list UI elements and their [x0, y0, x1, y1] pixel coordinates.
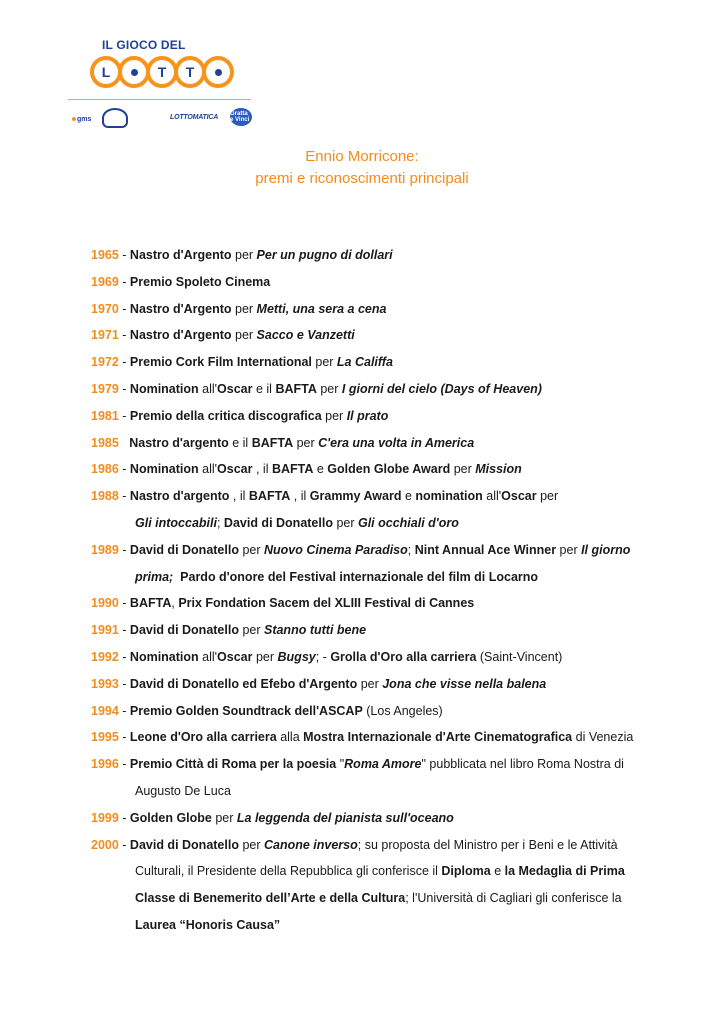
- lotto-logo: [90, 38, 240, 88]
- award-text: per: [556, 542, 582, 557]
- award-year: 1979: [91, 381, 119, 396]
- award-line: [91, 912, 671, 939]
- award-line: [91, 617, 671, 644]
- award-line: [91, 885, 671, 912]
- award-text: -: [118, 810, 130, 825]
- award-text: Nastro d'argento: [129, 489, 230, 504]
- award-line: [91, 403, 671, 430]
- award-text: per: [238, 542, 264, 557]
- award-line: [91, 483, 671, 510]
- award-year: 1993: [91, 676, 119, 691]
- award-text: -: [118, 489, 130, 504]
- award-year: 1996: [91, 757, 119, 772]
- sponsor-logos: [70, 106, 260, 132]
- award-text: Classe di Benemerito dell’Arte e della Cultura: [135, 891, 406, 906]
- award-year: 1986: [91, 462, 119, 477]
- award-text: , il: [290, 489, 310, 504]
- award-line: [91, 858, 671, 885]
- award-line: [91, 724, 671, 751]
- award-text: e: [313, 462, 328, 477]
- award-line: [91, 698, 671, 725]
- award-text: La leggenda del pianista sull'oceano: [236, 810, 454, 825]
- award-year: 1994: [91, 703, 119, 718]
- award-line: [91, 296, 671, 323]
- award-text: Nastro d'argento: [129, 435, 229, 450]
- award-text: ,: [171, 596, 179, 611]
- award-year: 1999: [91, 810, 119, 825]
- award-text: per: [238, 837, 264, 852]
- award-text: Jona che visse nella balena: [382, 676, 547, 691]
- award-text: -: [118, 355, 130, 370]
- award-text: Nastro d'Argento: [129, 248, 232, 262]
- award-text: Mission: [475, 462, 522, 477]
- award-text: , il: [252, 462, 272, 477]
- page-title: [0, 146, 724, 190]
- award-text: Bugsy: [277, 649, 316, 664]
- award-text: BAFTA: [248, 489, 291, 504]
- award-text: e il: [228, 435, 252, 450]
- shield-logo-icon: [102, 108, 128, 128]
- award-text: -: [118, 408, 130, 423]
- award-text: per: [252, 649, 278, 664]
- award-line: [91, 564, 671, 591]
- award-text: Premio della critica discografica: [129, 408, 322, 423]
- award-line: [91, 671, 671, 698]
- award-text: Nint Annual Ace Winner: [414, 542, 557, 557]
- logo-dot-icon: [202, 56, 234, 88]
- award-text: per: [536, 489, 559, 504]
- award-text: Oscar: [501, 489, 537, 504]
- award-line: [91, 349, 671, 376]
- award-year: 1989: [91, 542, 119, 557]
- award-text: Premio Città di Roma per la poesia: [129, 757, 337, 772]
- award-text: La Califfa: [336, 355, 393, 370]
- award-text: per: [293, 435, 319, 450]
- award-line: [91, 590, 671, 617]
- award-text: per: [231, 248, 257, 262]
- award-text: -: [118, 328, 130, 343]
- award-text: I giorni del cielo (Days of Heaven): [341, 381, 542, 396]
- award-text: per: [231, 301, 257, 316]
- award-text: all': [198, 462, 218, 477]
- lottomatica-logo: LOTTOMATICA: [170, 114, 219, 121]
- award-text: Nuovo Cinema Paradiso: [263, 542, 408, 557]
- award-text: per: [450, 462, 476, 477]
- award-text: (Los Angeles): [362, 703, 443, 718]
- award-text: e: [401, 489, 416, 504]
- award-text: Oscar: [217, 462, 253, 477]
- award-line: [91, 430, 671, 457]
- award-line: [91, 805, 671, 832]
- award-text: Nomination: [129, 462, 199, 477]
- award-line: [91, 376, 671, 403]
- award-text: all': [198, 649, 218, 664]
- award-text: prima;: [135, 569, 174, 584]
- award-text: Stanno tutti bene: [263, 623, 367, 638]
- award-text: Premio Golden Soundtrack dell'ASCAP: [129, 703, 363, 718]
- award-text: la Medaglia di Prima: [504, 864, 625, 879]
- award-text: per: [231, 328, 257, 343]
- award-year: 1970: [91, 301, 119, 316]
- award-text: Mostra Internazionale d'Arte Cinematografica: [303, 730, 573, 745]
- award-text: ; l'Università di Cagliari gli conferisce la: [405, 891, 622, 906]
- award-text: Premio Spoleto Cinema: [129, 274, 271, 289]
- award-text: -: [118, 248, 130, 262]
- award-text: Nastro d'Argento: [129, 301, 232, 316]
- award-text: ;: [407, 542, 415, 557]
- award-line: [91, 269, 671, 296]
- award-year: 1990: [91, 596, 119, 611]
- award-text: David di Donatello: [129, 623, 239, 638]
- award-text: David di Donatello: [223, 515, 333, 530]
- award-text: nomination: [415, 489, 483, 504]
- award-text: -: [118, 703, 130, 718]
- title-line-2: premi e riconoscimenti principali: [255, 170, 469, 187]
- award-text: -: [118, 623, 130, 638]
- logo-letter-t: T: [146, 56, 178, 88]
- award-text: , il: [229, 489, 249, 504]
- award-text: -: [118, 542, 130, 557]
- award-text: all': [198, 381, 218, 396]
- award-text: per: [321, 408, 347, 423]
- award-text: Augusto De Luca: [135, 783, 231, 798]
- award-text: -: [118, 274, 130, 289]
- award-text: Roma Amore: [344, 757, 422, 772]
- award-line: [91, 751, 671, 778]
- award-text: e: [490, 864, 505, 879]
- award-text: -: [118, 676, 130, 691]
- award-text: " pubblicata nel libro Roma Nostra di: [421, 757, 624, 772]
- award-text: per: [238, 623, 264, 638]
- award-text: Per un pugno di dollari: [256, 248, 393, 262]
- award-text: Oscar: [217, 381, 253, 396]
- award-text: BAFTA: [275, 381, 317, 396]
- award-year: 1988: [91, 489, 119, 504]
- award-text: BAFTA: [271, 462, 314, 477]
- award-text: Diploma: [441, 864, 491, 879]
- award-text: Golden Globe: [129, 810, 212, 825]
- award-line: [91, 510, 671, 537]
- award-text: -: [118, 730, 130, 745]
- award-line: [91, 832, 671, 859]
- gms-logo: gms: [72, 116, 91, 123]
- award-text: ;: [216, 515, 224, 530]
- award-text: David di Donatello: [129, 837, 239, 852]
- award-text: BAFTA: [251, 435, 294, 450]
- award-text: -: [118, 837, 130, 852]
- award-text: per: [357, 676, 383, 691]
- award-text: Grolla d'Oro alla carriera: [330, 649, 477, 664]
- logo-title: IL GIOCO DEL: [102, 38, 186, 52]
- award-text: di Venezia: [572, 730, 634, 745]
- award-line: [91, 644, 671, 671]
- award-text: Nastro d'Argento: [129, 328, 232, 343]
- award-text: Gli intoccabili: [135, 515, 217, 530]
- award-text: e il: [252, 381, 276, 396]
- award-text: Leone d'Oro alla carriera: [129, 730, 277, 745]
- award-text: Prix Fondation Sacem del XLIII Festival di Cannes: [178, 596, 475, 611]
- award-text: Pardo d'onore del Festival internazionale del film di Locarno: [180, 569, 539, 584]
- award-text: -: [118, 462, 130, 477]
- logo-letter-l: L: [90, 56, 122, 88]
- title-line-1: Ennio Morricone:: [305, 148, 419, 165]
- logo-letter-t: T: [174, 56, 206, 88]
- award-text: per: [311, 355, 337, 370]
- award-text: per: [211, 810, 237, 825]
- award-text: David di Donatello: [129, 542, 239, 557]
- award-text: -: [118, 757, 130, 772]
- award-line: [91, 322, 671, 349]
- award-text: ": [336, 757, 345, 772]
- award-text: Premio Cork Film International: [129, 355, 312, 370]
- award-line: [91, 456, 671, 483]
- gratta-e-vinci-logo: Gratta e Vinci: [230, 108, 252, 126]
- award-year: 1971: [91, 328, 119, 343]
- award-text: Il prato: [346, 408, 389, 423]
- award-text: BAFTA: [129, 596, 172, 611]
- award-text: Nomination: [129, 649, 199, 664]
- award-text: -: [118, 596, 130, 611]
- award-text: Sacco e Vanzetti: [256, 328, 355, 343]
- award-text: -: [118, 649, 130, 664]
- award-year: 2000: [91, 837, 119, 852]
- award-text: Nomination: [129, 381, 199, 396]
- award-line: [91, 778, 671, 805]
- award-text: Laurea “Honoris Causa”: [135, 917, 281, 932]
- award-text: Grammy Award: [309, 489, 402, 504]
- award-text: C'era una volta in America: [318, 435, 475, 450]
- award-year: 1981: [91, 408, 119, 423]
- award-text: ; su proposta del Ministro per i Beni e le Attività: [357, 837, 618, 852]
- award-year: 1969: [91, 274, 119, 289]
- award-text: ; -: [315, 649, 331, 664]
- award-text: per: [332, 515, 358, 530]
- award-text: (Saint-Vincent): [476, 649, 563, 664]
- award-text: Metti, una sera a cena: [256, 301, 387, 316]
- award-text: -: [118, 381, 130, 396]
- award-text: [119, 436, 129, 450]
- award-text: -: [118, 301, 130, 316]
- logo-divider: [68, 99, 251, 100]
- award-text: Culturali, il Presidente della Repubblica gli conferisce il: [135, 864, 442, 879]
- awards-list: [91, 242, 671, 939]
- award-text: Il giorno: [581, 542, 631, 557]
- award-text: David di Donatello ed Efebo d'Argento: [129, 676, 358, 691]
- award-text: all': [482, 489, 502, 504]
- logo-word: [90, 56, 240, 88]
- award-text: alla: [276, 730, 304, 745]
- award-text: Canone inverso: [263, 837, 358, 852]
- award-line: [91, 537, 671, 564]
- award-year: 1972: [91, 355, 119, 370]
- award-text: Golden Globe Award: [327, 462, 451, 477]
- award-text: per: [316, 381, 342, 396]
- award-year: 1985: [91, 435, 119, 450]
- award-year: 1991: [91, 623, 119, 638]
- award-year: 1995: [91, 730, 119, 745]
- award-year: 1965: [91, 248, 119, 262]
- award-text: Oscar: [217, 649, 253, 664]
- award-year: 1992: [91, 649, 119, 664]
- award-line: [91, 242, 671, 269]
- award-text: Gli occhiali d'oro: [357, 515, 459, 530]
